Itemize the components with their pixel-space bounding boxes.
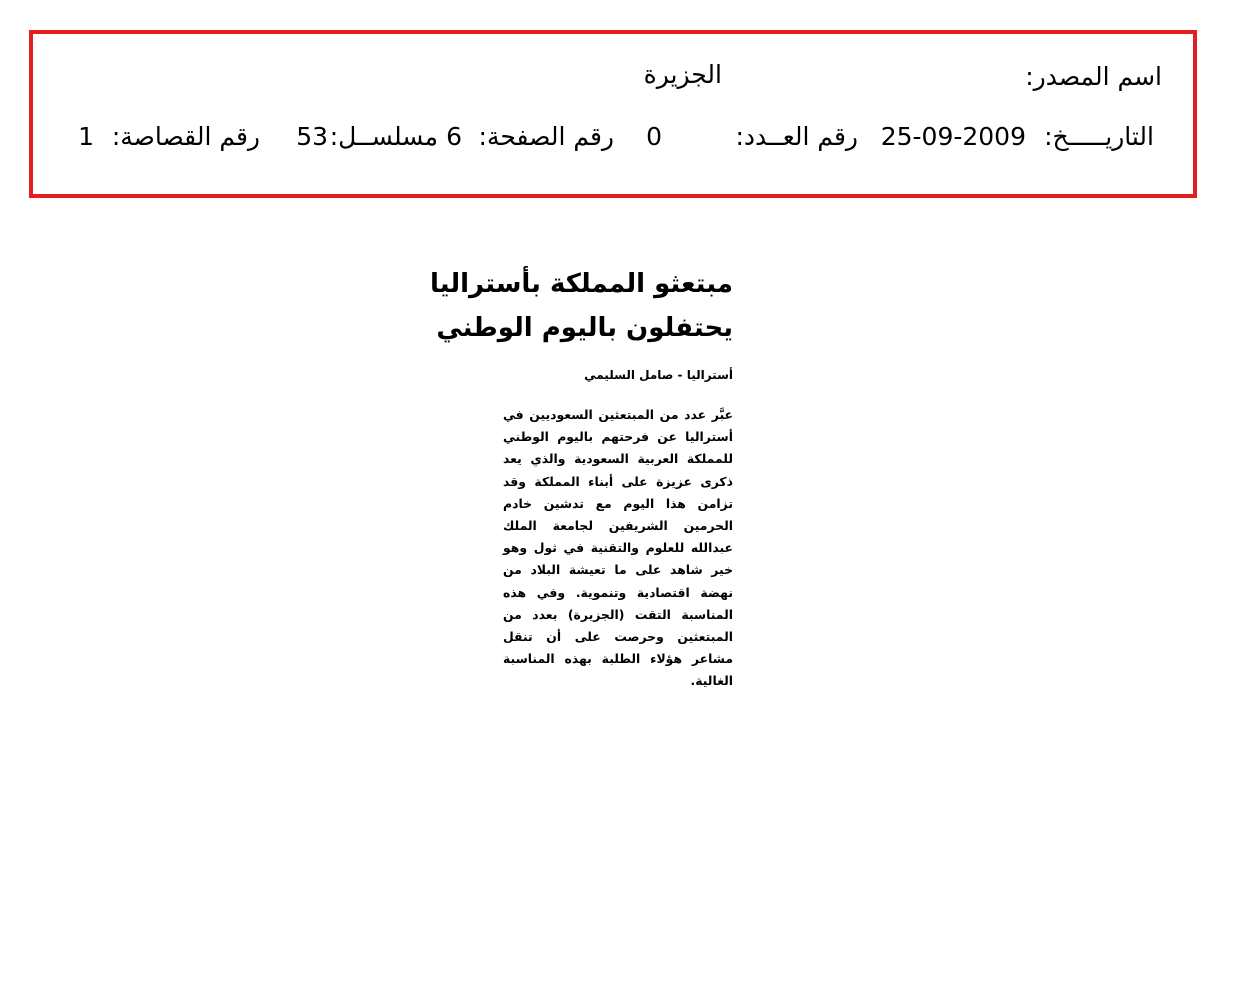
page-value: 6 [446,122,462,151]
date-value: 25-09-2009 [880,122,1026,151]
serial-value: 53 [296,122,328,151]
issue-label: رقم العــدد: [735,122,858,151]
serial-label: مسلســل: [329,122,438,151]
source-value: الجزيرة [643,60,722,89]
source-label: اسم المصدر: [1025,62,1162,91]
article-clipping [430,262,733,693]
article-body: عبَّر عدد من المبتعثين السعوديين في أستراليا عن فرحتهم باليوم الوطني للمملكة العربية السعودية والذي يعد ذكرى عزيزة على أبناء المملكة وقد تزامن هذا اليوم مع تدشين خادم الحرمين الشريفين لجامعة الملك عبدالله للعلوم والتقنية في ثول وهو خير شاهد على ما تعيشة البلاد من نهضة اقتصادية وتنموية. وفي هذه المناسبة التقت (الجزيرة) بعدد من المبتعثين وحرصت على أن تنقل مشاعر هؤلاء الطلبة بهذه المناسبة الغالية. [503,407,733,689]
date-label: التاريـــــخ: [1044,122,1154,151]
issue-value: 0 [646,122,662,151]
clip-label: رقم القصاصة: [111,122,260,151]
article-byline: أستراليا - صامل السليمي [584,368,733,382]
source-info-box [29,30,1197,198]
article-headline-line2: يحتفلون باليوم الوطني [436,313,733,343]
page-label: رقم الصفحة: [478,122,614,151]
clip-value: 1 [78,122,94,151]
article-headline-line1: مبتعثو المملكة بأستراليا [430,269,733,299]
